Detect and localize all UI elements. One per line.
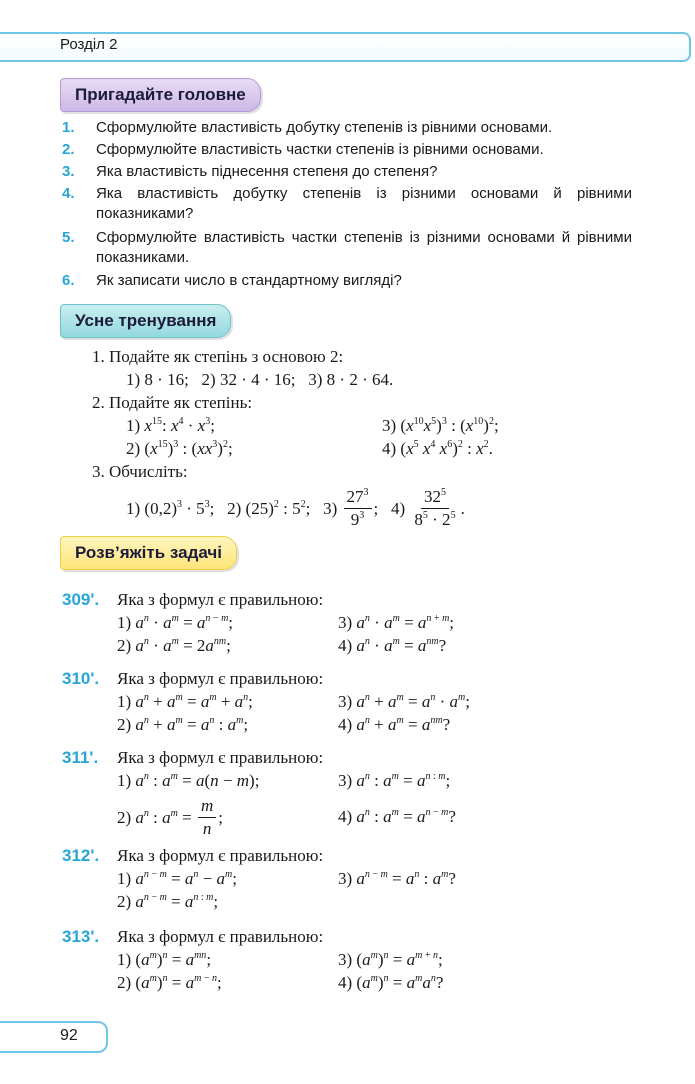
list-item: Сформулюйте властивість частки степенів із різними основами й рівними показниками. <box>96 229 632 266</box>
list-item-number: 1. <box>62 119 75 136</box>
problem-question: Яка з формул є правильною: <box>117 846 324 865</box>
oral-expr: 3) $(x^{10}x^5)^3$ : $(x^{10})^2$; <box>382 416 499 435</box>
formula-option: 4) $a^n \cdot a^m = a^{nm}$? <box>338 636 447 655</box>
oral-task-1-items: 1) 8 · 16; 2) 32 · 4 · 16; 3) 8 · 2 · 64. <box>126 370 394 389</box>
recall-title: Пригадайте головне <box>60 78 261 112</box>
page-number-frame <box>0 1021 108 1053</box>
problem-question: Яка з формул є правильною: <box>117 748 324 767</box>
list-item-number: 4. <box>62 185 75 202</box>
list-item: Яка властивість добутку степенів із різними основами й рівними показниками? <box>96 185 632 222</box>
list-item-number: 5. <box>62 229 75 246</box>
oral-task-3: 3. Обчисліть: <box>92 462 188 481</box>
oral-expr: 1) $x^{15}$: $x^4 \cdot x^3$; <box>126 416 215 435</box>
formula-option: 4) $a^n + a^m = a^{nm}$? <box>338 715 451 734</box>
problem-question: Яка з формул є правильною: <box>117 669 324 688</box>
formula-option: 1) $(a^m)^n = a^{mn}$; <box>117 950 212 969</box>
formula-option: 3) $a^n \cdot a^m = a^{n + m}$; <box>338 613 455 632</box>
oral-title: Усне тренування <box>60 304 231 338</box>
formula-option: 1) $a^n$ : $a^m = a(n - m)$; <box>117 771 260 790</box>
problem-number: 313'. <box>62 927 100 946</box>
formula-option: 3) $a^n$ : $a^m = a^{n : m}$; <box>338 771 451 790</box>
oral-task-3-items: 1) $(0,2)^3 \cdot 5^3$; 2) $(25)^2$ : $5^2$; 3) $\frac{27^3}{9^3}$ ; 4) $\frac{32^5}{8^5 \cdot 2^5}$ . <box>126 487 465 529</box>
problem-question: Яка з формул є правильною: <box>117 590 324 609</box>
section-label: Розділ 2 <box>60 36 118 53</box>
formula-option: 3) $a^{n - m} = a^n$ : $a^m$? <box>338 869 456 888</box>
problem-number: 309'. <box>62 590 100 609</box>
formula-option: 2) $a^{n - m} = a^{n : m}$; <box>117 892 219 911</box>
formula-option: 4) $a^n$ : $a^m = a^{n - m}$? <box>338 807 456 826</box>
list-item: Сформулюйте властивість добутку степенів із рівними основами. <box>96 119 553 136</box>
list-item: Як записати число в стандартному вигляді? <box>96 272 402 289</box>
formula-option: 3) $(a^m)^n = a^{m + n}$; <box>338 950 443 969</box>
list-item: Яка властивість піднесення степеня до степеня? <box>96 163 438 180</box>
formula-option: 2) $a^n + a^m = a^n$ : $a^m$; <box>117 715 249 734</box>
formula-option: 2) $a^n \cdot a^m = 2a^{nm}$; <box>117 636 231 655</box>
problem-number: 310'. <box>62 669 100 688</box>
problem-number: 311'. <box>62 748 99 767</box>
problem-question: Яка з формул є правильною: <box>117 927 324 946</box>
oral-task-1: 1. Подайте як степінь з основою 2: <box>92 347 344 366</box>
oral-expr: 4) ($x^5$ $x^4$ $x^6)^2$ : $x^2$. <box>382 439 493 458</box>
solve-title: Розв’яжіть задачі <box>60 536 237 570</box>
formula-option: 2) $(a^m)^n = a^{m - n}$; <box>117 973 222 992</box>
problem-number: 312'. <box>62 846 100 865</box>
list-item-number: 3. <box>62 163 75 180</box>
formula-option: 1) $a^n \cdot a^m = a^{n - m}$; <box>117 613 234 632</box>
oral-task-2: 2. Подайте як степінь: <box>92 393 253 412</box>
oral-expr: 2) $(x^{15})^3$ : $(xx^3)^2$; <box>126 439 233 458</box>
formula-option: 1) $a^n + a^m = a^m + a^n$; <box>117 692 253 711</box>
formula-option: 2) $a^n$ : $a^m$ = $\frac{m}{n}$ ; <box>117 796 223 838</box>
list-item-number: 6. <box>62 272 75 289</box>
formula-option: 1) $a^{n - m} = a^n - a^m$; <box>117 869 237 888</box>
formula-option: 3) $a^n + a^m = a^n \cdot a^m$; <box>338 692 470 711</box>
page-number: 92 <box>60 1027 78 1044</box>
list-item-number: 2. <box>62 141 75 158</box>
formula-option: 4) $(a^m)^n = a^ma^n$? <box>338 973 444 992</box>
list-item: Сформулюйте властивість частки степенів із рівними основами. <box>96 141 544 158</box>
